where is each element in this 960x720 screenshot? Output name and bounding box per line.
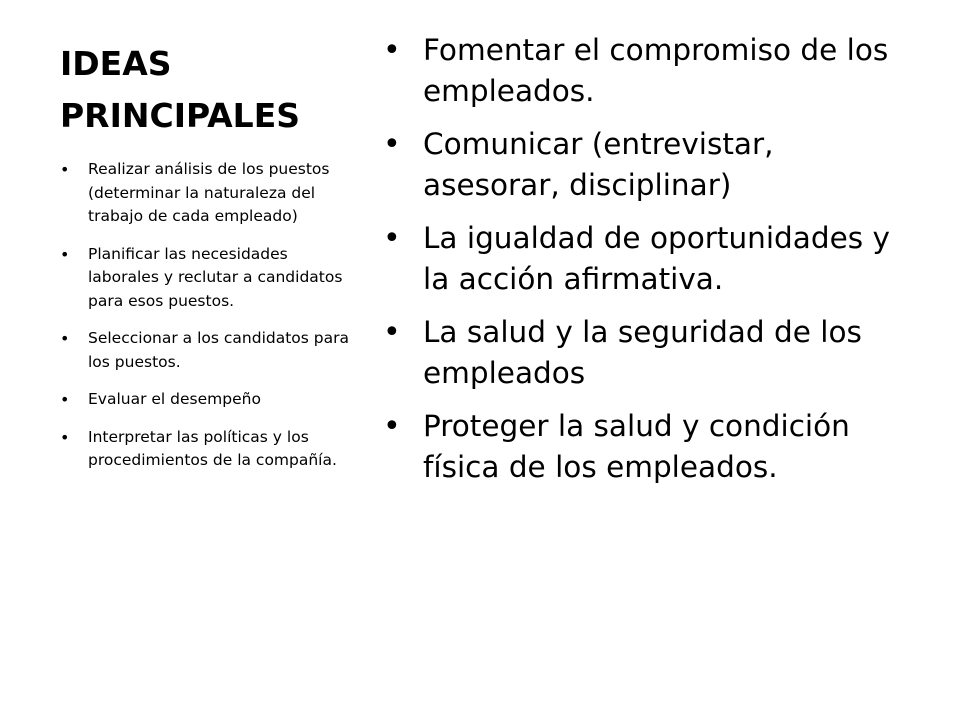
list-item-text: Planificar las necesidades laborales y reclutar a candidatos para esos puestos. bbox=[88, 244, 343, 310]
list-item bbox=[60, 426, 350, 473]
list-item bbox=[383, 124, 903, 206]
list-item-text: Proteger la salud y condición física de los empleados. bbox=[423, 409, 850, 484]
list-item bbox=[383, 218, 903, 300]
list-item-text: Realizar análisis de los puestos (determinar la naturaleza del trabajo de cada empleado) bbox=[88, 160, 330, 225]
left-bullet-list bbox=[60, 158, 350, 487]
list-item bbox=[383, 406, 903, 488]
list-item-text: Evaluar el desempeño bbox=[88, 390, 261, 408]
list-item-text: Fomentar el compromiso de los empleados. bbox=[423, 33, 889, 108]
bullet-icon: • bbox=[383, 127, 401, 162]
bullet-icon: • bbox=[60, 329, 70, 348]
list-item bbox=[60, 243, 350, 314]
list-item-text: Comunicar (entrevistar, asesorar, disciplinar) bbox=[423, 127, 774, 202]
list-item bbox=[383, 30, 903, 112]
slide-title: IDEAS PRINCIPALES bbox=[60, 44, 301, 135]
list-item bbox=[60, 327, 350, 374]
bullet-icon: • bbox=[383, 33, 401, 68]
list-item bbox=[383, 312, 903, 394]
bullet-icon: • bbox=[383, 315, 401, 350]
bullet-icon: • bbox=[60, 160, 70, 179]
bullet-icon: • bbox=[60, 390, 70, 409]
list-item bbox=[60, 388, 350, 412]
bullet-icon: • bbox=[383, 409, 401, 444]
list-item-text: Seleccionar a los candidatos para los puestos. bbox=[88, 329, 349, 371]
bullet-icon: • bbox=[60, 244, 70, 264]
right-bullet-list bbox=[383, 30, 903, 500]
list-item-text: La igualdad de oportunidades y la acción afirmativa. bbox=[423, 221, 890, 296]
list-item-text: La salud y la seguridad de los empleados bbox=[423, 315, 862, 390]
bullet-icon: • bbox=[60, 427, 70, 447]
list-item-text: Interpretar las políticas y los procedimientos de la compañía. bbox=[88, 427, 337, 469]
bullet-icon: • bbox=[383, 221, 401, 256]
list-item bbox=[60, 158, 350, 229]
